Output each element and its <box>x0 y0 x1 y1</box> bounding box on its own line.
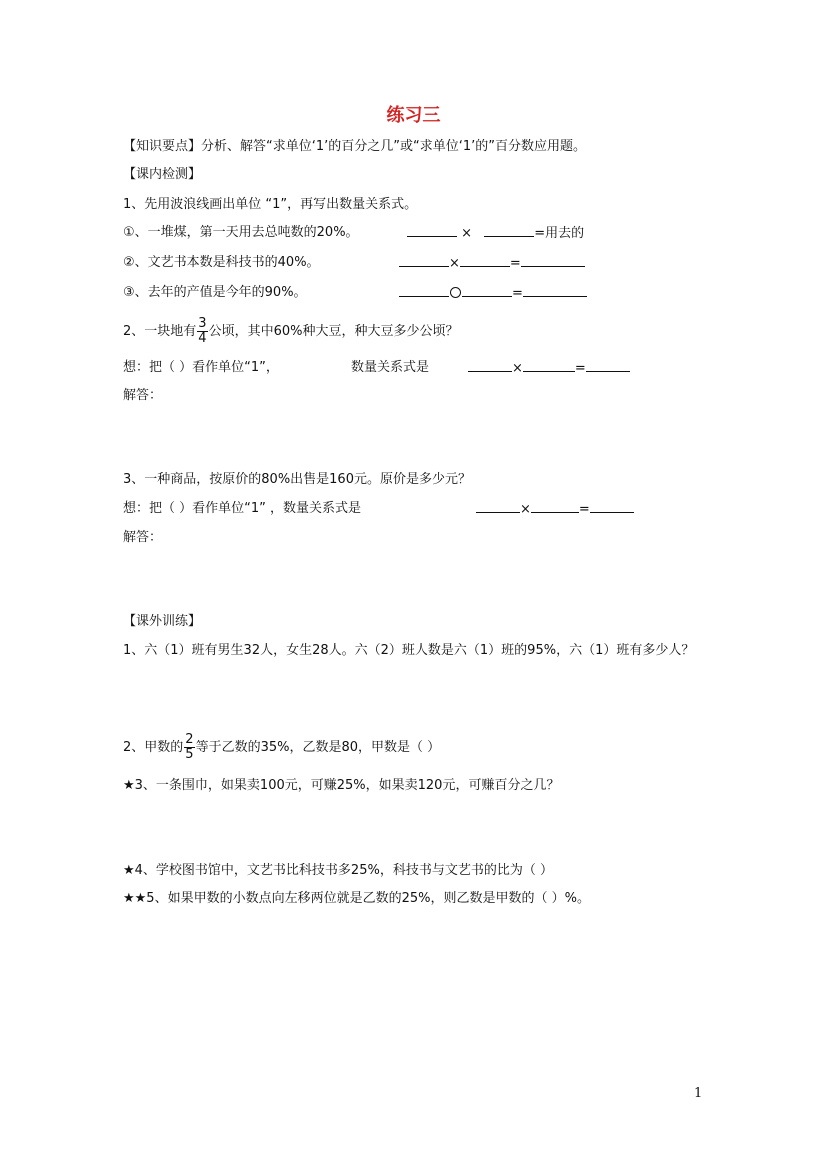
q1-stem: 1、先用波浪线画出单位 “1”，再写出数量关系式。 <box>123 197 418 212</box>
equals-sign: = <box>574 361 586 376</box>
q3-think: 想：把（ ）看作单位“1” ，数量关系式是 <box>123 501 362 516</box>
q2-stem <box>123 316 458 348</box>
equals-sign: = <box>512 286 523 301</box>
answer-blank[interactable] <box>407 224 457 237</box>
q1-c-formula <box>399 284 587 303</box>
fraction-numerator: 2 <box>185 732 194 747</box>
fraction-numerator: 3 <box>198 316 207 331</box>
answer-blank[interactable] <box>399 284 449 297</box>
answer-blank[interactable] <box>523 284 587 297</box>
exercise-5: ★★5、如果甲数的小数点向左移两位就是乙数的25%，则乙数是甲数的（ ）%。 <box>123 891 590 906</box>
exercise-4: ★4、学校图书馆中，文艺书比科技书多25%，科技书与文艺书的比为（ ） <box>123 863 553 878</box>
q1-a-result-label: =用去的 <box>534 226 585 241</box>
answer-blank[interactable] <box>523 359 575 372</box>
answer-blank[interactable] <box>468 359 512 372</box>
q1-b-text: ②、文艺书本数是科技书的40%。 <box>123 255 320 270</box>
answer-blank[interactable] <box>586 359 630 372</box>
q2-formula <box>468 359 630 378</box>
q2-stem-suffix: 公顷，其中60%种大豆，种大豆多少公顷？ <box>208 324 459 339</box>
q2-stem-prefix: 2、一块地有 <box>123 324 197 339</box>
operator-circle-blank[interactable] <box>450 287 461 298</box>
section-after-class-heading: 【课外训练】 <box>123 614 202 629</box>
q1-a-text: ①、一堆煤，第一天用去总吨数的20%。 <box>123 225 359 240</box>
q2-relation-label: 数量关系式是 <box>351 360 430 375</box>
exercise-2 <box>123 732 440 764</box>
exercise-2-prefix: 2、甲数的 <box>123 740 184 755</box>
exercise-3: ★3、一条围巾，如果卖100元，可赚25%，如果卖120元，可赚百分之几？ <box>123 778 560 793</box>
q3-stem: 3、一种商品，按原价的80%出售是160元。原价是多少元？ <box>123 472 471 487</box>
answer-blank[interactable] <box>460 254 510 267</box>
exercise-2-suffix: 等于乙数的35%，乙数是80，甲数是（ ） <box>195 740 441 755</box>
answer-blank[interactable] <box>476 500 520 513</box>
times-sign: × <box>520 502 531 517</box>
equals-sign: = <box>509 256 521 271</box>
exercise-1: 1、六（1）班有男生32人，女生28人。六（2）班人数是六（1）班的95%，六（1）班有多少人？ <box>123 643 695 658</box>
q3-answer-label: 解答： <box>123 530 163 545</box>
page-number: 1 <box>694 1086 703 1101</box>
q2-answer-label: 解答： <box>123 388 163 403</box>
answer-blank[interactable] <box>399 254 449 267</box>
times-sign: × <box>461 226 473 241</box>
fraction-three-quarters <box>197 317 207 346</box>
section-in-class-heading: 【课内检测】 <box>123 167 202 182</box>
q1-c-text: ③、去年的产值是今年的90%。 <box>123 285 307 300</box>
q1-b-formula <box>399 254 585 273</box>
q2-think: 想：把（ ）看作单位“1”， <box>123 360 279 375</box>
fraction-denominator: 5 <box>185 747 194 762</box>
q1-a-formula <box>407 224 584 243</box>
answer-blank[interactable] <box>590 500 634 513</box>
answer-blank[interactable] <box>531 500 579 513</box>
answer-blank[interactable] <box>462 284 512 297</box>
equals-sign: = <box>578 502 590 517</box>
answer-blank[interactable] <box>521 254 585 267</box>
times-sign: × <box>449 256 460 271</box>
fraction-two-fifths <box>184 733 194 762</box>
q3-formula <box>476 500 634 519</box>
key-points: 【知识要点】分析、解答“求单位‘1’的百分之几”或“求单位‘1’的”百分数应用题。 <box>123 139 587 154</box>
page-title: 练习三 <box>386 105 441 126</box>
fraction-denominator: 4 <box>198 331 207 346</box>
answer-blank[interactable] <box>484 224 534 237</box>
times-sign: × <box>512 361 523 376</box>
